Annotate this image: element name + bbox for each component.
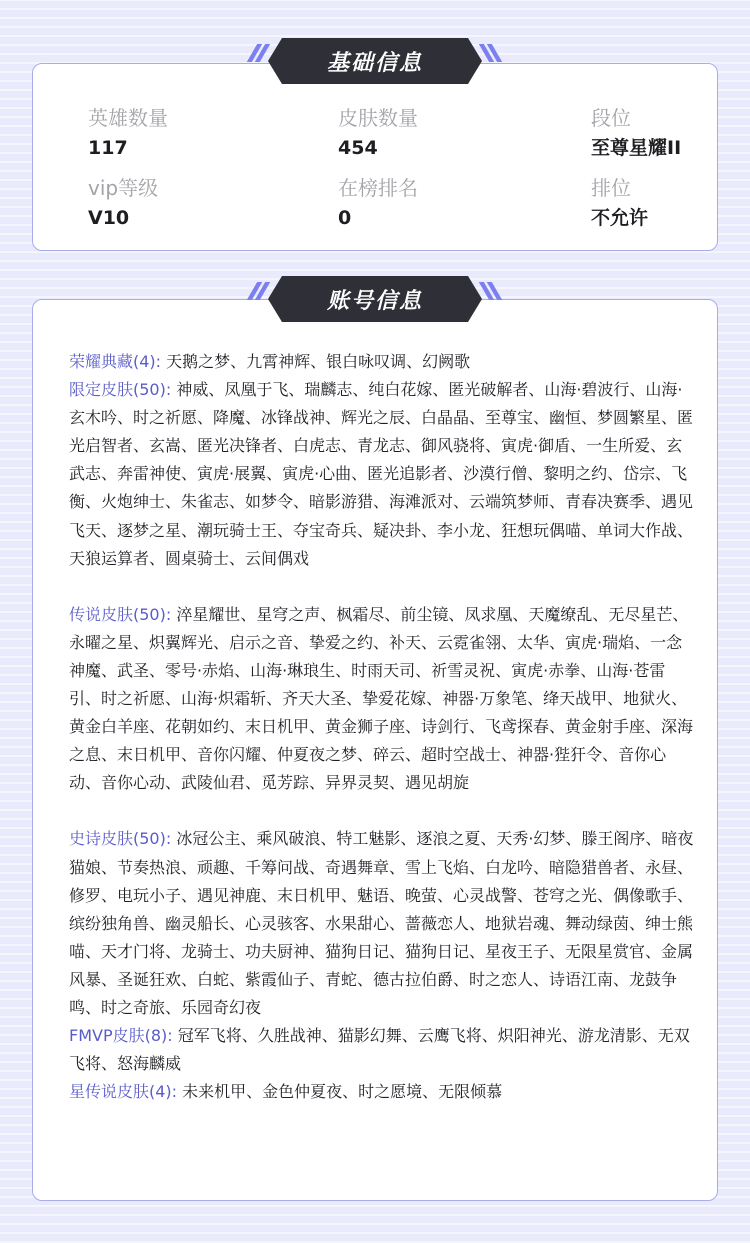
stat-label: 在榜排名 [338, 176, 418, 200]
account-skin-list [69, 348, 695, 1106]
skin-category-items: 淬星耀世、星穹之声、枫霜尽、前尘镜、凤求凰、天魔缭乱、无尽星芒、永曜之星、炽翼辉光、启示之音、挚爱之约、补天、云霓雀翎、太华、寅虎·瑞焰、一念神魔、武圣、零号·赤焰、山海·琳琅生、时雨天司、祈雪灵祝、寅虎·赤拳、山海·苍雷引、时之祈愿、山海·炽霜斩、齐天大圣、挚爱花嫁、神器·万象笔、绛天战甲、地狱火、黄金白羊座、花朝如约、末日机甲、黄金狮子座、诗剑行、飞鸢探春、黄金射手座、深海之息、末日机甲、音你闪耀、仲夏夜之梦、碎云、超时空战士、神器·狴犴令、音你心动、音你心动、武陵仙君、觅芳踪、异界灵契、遇见胡旋 [69, 604, 694, 793]
stat-value: 0 [338, 207, 352, 229]
skin-category-label: 传说皮肤(50): [69, 604, 172, 624]
stat-rank-tier [591, 104, 750, 162]
skin-category-label: 荣耀典藏(4): [69, 352, 162, 371]
skin-category-items: 未来机甲、金色仲夏夜、时之愿境、无限倾慕 [182, 1082, 503, 1102]
skin-category-items: 冠军飞将、久胜战神、猫影幻舞、云鹰飞将、炽阳神光、游龙清影、无双飞将、怒海麟威 [69, 1026, 690, 1074]
skin-category-row [69, 348, 695, 376]
skin-category-label: FMVP皮肤(8): [69, 1026, 173, 1046]
stat-label: 段位 [591, 106, 631, 130]
stat-vip-level [88, 174, 288, 232]
skin-category-label: 史诗皮肤(50): [69, 829, 172, 849]
section-title: 账号信息 [326, 288, 423, 314]
skin-category-items: 神威、凤凰于飞、瑞麟志、纯白花嫁、匿光破解者、山海·碧波行、山海·玄木吟、时之祈愿、降魔、冰锋战神、辉光之辰、白晶晶、至尊宝、幽恒、梦圆繁星、匿光启智者、玄嵩、匿光决锋者、白虎志、青龙志、御风骁将、寅虎·御盾、一生所爱、玄武志、奔雷神使、寅虎·展翼、寅虎·心曲、匿光追影者、沙漠行僧、黎明之约、岱宗、飞衡、火炮绅士、朱雀志、如梦令、暗影游猎、海滩派对、云端筑梦师、青春决赛季、遇见飞天、逐梦之星、潮玩骑士王、夺宝奇兵、疑决卦、李小龙、狂想玩偶喵、单词大作战、天狼运算者、圆桌骑士、云间偶戏 [69, 380, 694, 568]
basic-info-card [32, 63, 718, 251]
skin-category-items: 天鹅之梦、九霄神辉、银白咏叹调、幻阙歌 [166, 352, 471, 371]
stat-leaderboard-rank [338, 174, 538, 232]
stat-label: vip等级 [88, 176, 159, 200]
stripe-decoration-icon [478, 44, 504, 62]
skin-category-label: 星传说皮肤(4): [69, 1082, 178, 1102]
account-info-card [32, 299, 718, 1201]
section-title: 基础信息 [326, 50, 423, 76]
stat-value: V10 [88, 207, 130, 229]
account-info-title-badge [246, 276, 504, 322]
skin-category-label: 限定皮肤(50): [69, 380, 172, 400]
stat-skin-count [338, 104, 538, 162]
stat-label: 英雄数量 [88, 106, 168, 130]
skin-category-items: 冰冠公主、乘风破浪、特工魅影、逐浪之夏、天秀·幻梦、滕王阁序、暗夜猫娘、节奏热浪、顽趣、千筹问战、奇遇舞章、雪上飞焰、白龙吟、暗隐猎兽者、永昼、修罗、电玩小子、遇见神鹿、末日机甲、魅语、晚萤、心灵战警、苍穹之光、偶像歌手、缤纷独角兽、幽灵船长、心灵骇客、水果甜心、蔷薇恋人、地狱岩魂、舞动绿茵、绅士熊喵、天才门将、龙骑士、功夫厨神、猫狗日记、猫狗日记、星夜王子、无限星赏官、金属风暴、圣诞狂欢、白蛇、紫霞仙子、青蛇、德古拉伯爵、时之恋人、诗语江南、龙鼓争鸣、时之奇旅、乐园奇幻夜 [69, 829, 694, 1017]
basic-info-title-badge [246, 38, 504, 84]
stat-value: 117 [88, 137, 128, 159]
skin-category-row [69, 1078, 695, 1106]
stripe-decoration-icon [478, 282, 504, 300]
stat-value: 至尊星耀II [591, 137, 682, 159]
skin-category-row [69, 601, 695, 798]
skin-category-row [69, 376, 695, 573]
skin-category-row [69, 1022, 695, 1078]
stat-ranked-allowed [591, 174, 750, 232]
skin-category-row [69, 825, 695, 1022]
stat-label: 皮肤数量 [338, 106, 418, 130]
stat-hero-count [88, 104, 288, 162]
stat-value: 454 [338, 137, 378, 159]
stat-label: 排位 [591, 176, 631, 200]
stat-value: 不允许 [591, 207, 649, 229]
